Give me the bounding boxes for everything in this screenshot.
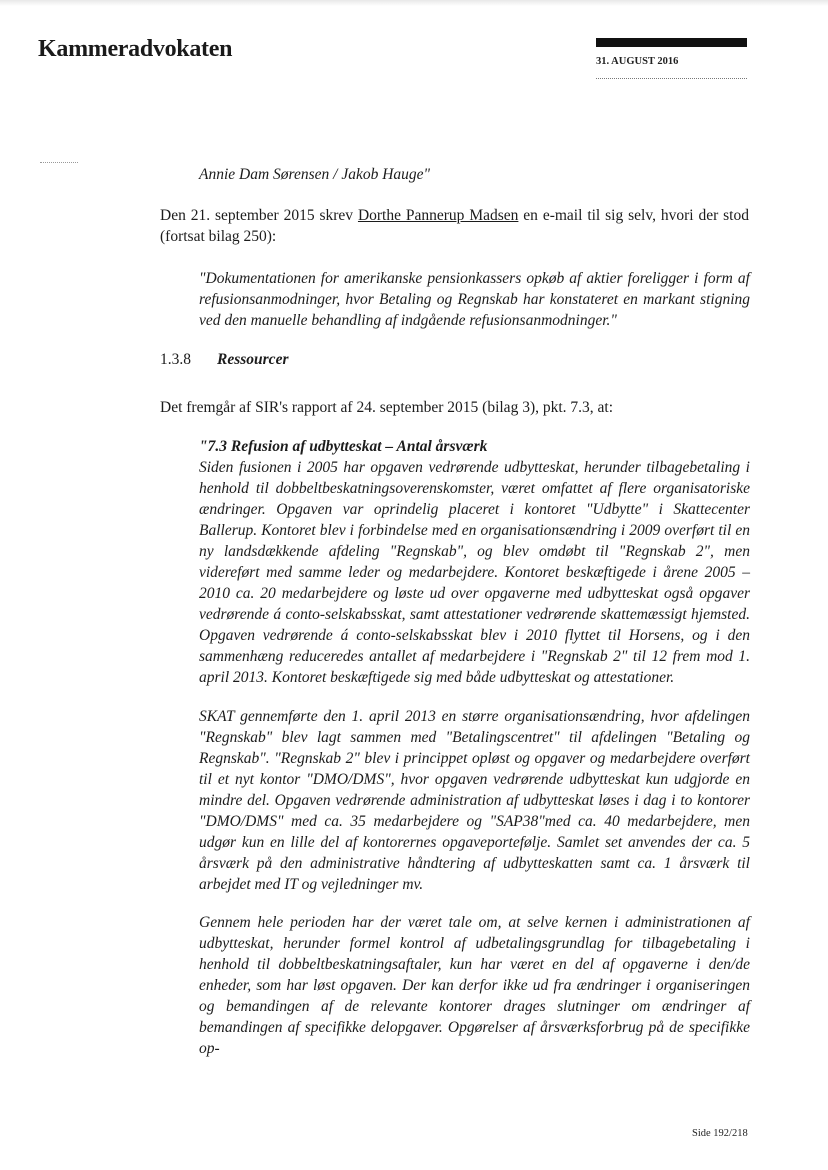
intro-text-before: Den 21. september 2015 skrev — [160, 207, 358, 224]
document-date: 31. AUGUST 2016 — [596, 56, 679, 67]
firm-name: Kammeradvokaten — [38, 36, 233, 62]
intro-paragraph — [160, 205, 749, 247]
report-reference-paragraph: Det fremgår af SIR's rapport af 24. september 2015 (bilag 3), pkt. 7.3, at: — [160, 399, 614, 416]
page-edge-shade — [0, 0, 828, 6]
quote-report-7-3 — [199, 436, 750, 688]
header-rule — [596, 78, 747, 79]
section-number: 1.3.8 — [160, 351, 191, 368]
section-title: Ressourcer — [217, 351, 289, 368]
quote-signature: Annie Dam Sørensen / Jakob Hauge" — [199, 166, 431, 183]
quote-report-title: "7.3 Refusion af udbytteskat – Antal årsværk — [199, 438, 488, 455]
quote-core-administration: Gennem hele perioden har der været tale om, at selve kernen i administrationen af udbytteskat, herunder formel kontrol af udbetalingsgrundlag for tilbagebetaling i henhold til dobbeltbeskatningsaftaler, kun har været en del af opgaverne i den/de enheder, som har løst opgaven. Der kan derfor ikke ud fra ændringer i organiseringen og bemandingen af de relevante kontorer drages slutninger om ændringer af bemandingen af specifikke delopgaver. Opgørelser af årsværksforbrug på de specifikke op- — [199, 914, 750, 1057]
quote-report-body: Siden fusionen i 2005 har opgaven vedrørende udbytteskat, herunder tilbagebetaling i henhold til dobbeltbeskatningsoverenskomster, været omfattet af flere organisatoriske ændringer. Opgaven var oprindelig placeret i kontoret "Udbytte" i Skattecenter Ballerup. Kontoret blev i forbindelse med en organisationsændring i 2009 overført til en ny landsdækkende afdeling "Regnskab", og blev omdøbt til "Regnskab 2", men videreført med samme leder og medarbejdere. Kontoret beskæftigede i årene 2005 – 2010 ca. 20 medarbejdere og løste ud over opgaverne med udbytteskat også opgaver vedrørende á conto-selskabsskat, samt attestationer vedrørende skattemæssigt hjemsted. Opgaven vedrørende á conto-selskabsskat blev i 2010 flyttet til Horsens, og i den sammenhæng reduceredes antallet af medarbejdere i "Regnskab 2" til 12 frem mod 1. april 2013. Kontoret beskæftigede sig med både udbytteskat og attestationer. — [199, 459, 750, 686]
section-heading — [160, 349, 288, 370]
intro-text-after: en e-mail til sig selv, hvori der stod (fortsat bilag 250): — [160, 207, 749, 245]
margin-mark — [40, 162, 78, 163]
quote-email: "Dokumentationen for amerikanske pensionkassers opkøb af aktier foreligger i form af refusionsanmodninger, hvor Betaling og Regnskab har konstateret en markant stigning ved den manuelle behandling af indgående refusionsanmodninger." — [199, 270, 750, 329]
person-link[interactable]: Dorthe Pannerup Madsen — [357, 207, 519, 224]
header-bar — [596, 38, 747, 47]
quote-organisation-change: SKAT gennemførte den 1. april 2013 en større organisationsændring, hvor afdelingen "Regnskab" blev lagt sammen med "Betalingscentret" til afdelingen "Betaling og Regnskab". "Regnskab 2" blev i princippet opløst og opgaver og medarbejdere overført til et nyt kontor "DMO/DMS", hvor opgaven vedrørende udbytteskat kun udgjorde en mindre del. Opgaven vedrørende administration af udbytteskat løses i dag i to kontorer "DMO/DMS" med ca. 35 medarbejdere og "SAP38"med ca. 40 medarbejdere, men udgør kun en lille del af kontorernes opgaveportefølje. Samlet set anvendes der ca. 5 årsværk på den administrative håndtering af udbytteskatten samt ca. 1 årsværk til arbejdet med IT og vejledninger mv. — [199, 708, 750, 893]
page-number: Side 192/218 — [692, 1128, 748, 1139]
